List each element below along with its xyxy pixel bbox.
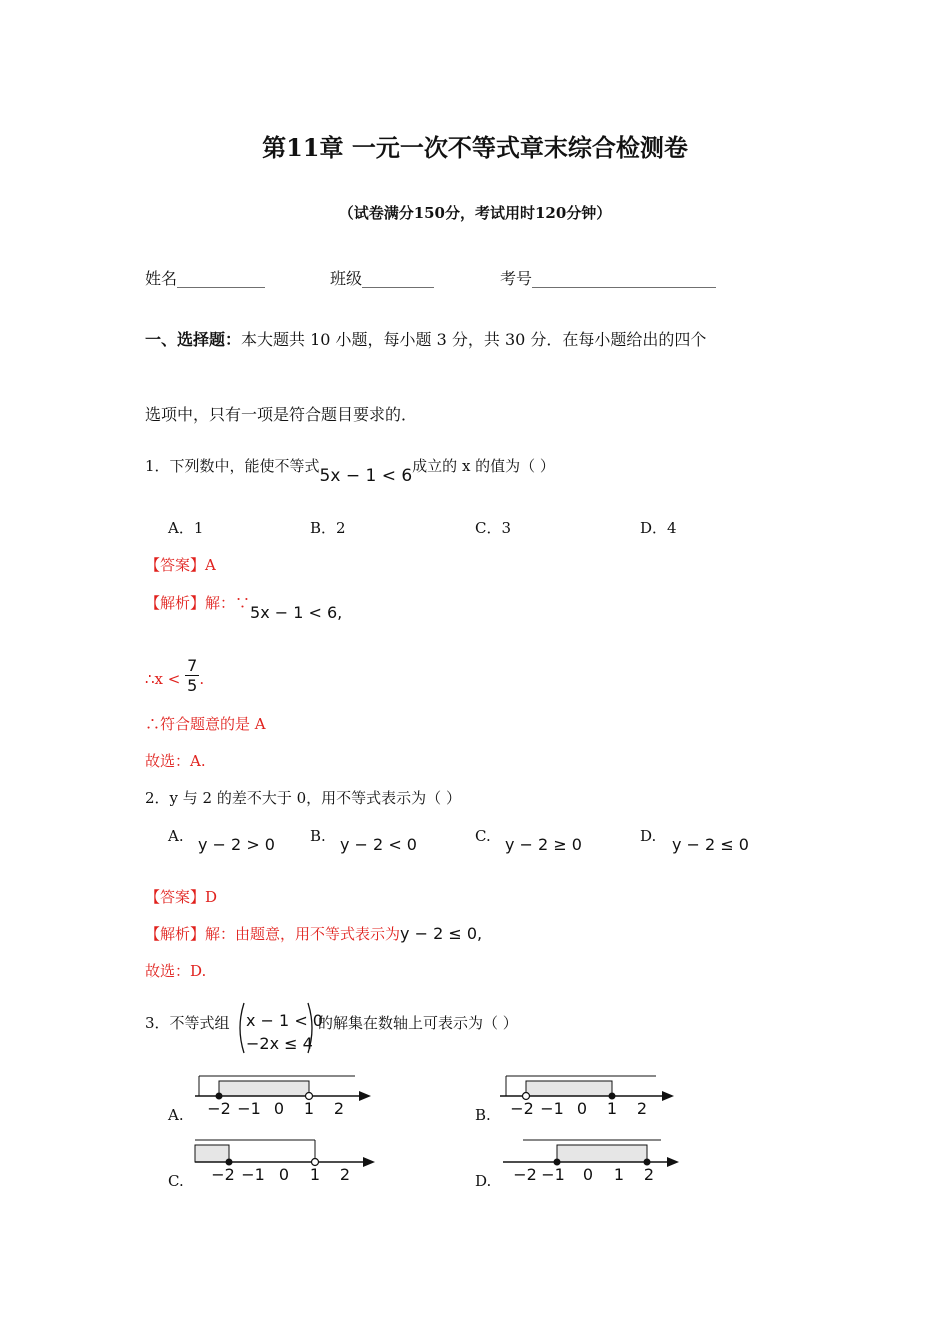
q3-option-c-numberline[interactable] (195, 1135, 380, 1185)
q3-a-solution-shade (219, 1081, 309, 1096)
q2-option-c-math: y − 2 ≥ 0 (505, 835, 582, 854)
q3-d-tick-0: 0 (582, 1165, 594, 1184)
q3-option-d-numberline[interactable] (503, 1135, 685, 1185)
q3-c-tick-1: 1 (309, 1165, 321, 1184)
q2-analysis-pre: 【解析】解：由题意，用不等式表示为 (145, 925, 401, 943)
q1-step-fraction (145, 652, 205, 695)
q3-a-tick-1: 1 (303, 1099, 315, 1118)
q3-d-tick-m2: −2 (513, 1165, 537, 1184)
section-intro-line1 (145, 327, 706, 350)
name-field[interactable]: 姓名___________ (145, 269, 266, 288)
q1-option-a[interactable]: A．1 (168, 519, 204, 537)
q3-c-tick-2: 2 (339, 1165, 351, 1184)
q3-option-d-letter[interactable]: D. (475, 1172, 492, 1190)
exam-number-field[interactable]: 考号_______________________ (500, 269, 717, 288)
q3-c-tick-0: 0 (278, 1165, 290, 1184)
q3-c-arrow (363, 1157, 375, 1167)
q1-step-therefore: ∴x < (145, 669, 181, 688)
q3-system-line1: x − 1 < 0 (246, 1011, 323, 1030)
page-title: 第11章 一元一次不等式章末综合检测卷 (262, 133, 688, 162)
q3-right-paren (306, 1001, 318, 1055)
q1-fraction-numerator: 7 (187, 656, 198, 675)
section-desc: 本大题共 10 小题，每小题 3 分，共 30 分．在每小题给出的四个 (241, 330, 707, 349)
q3-d-arrow (667, 1157, 679, 1167)
q2-choose: 故选：D. (145, 962, 207, 980)
q3-a-tick-m2: −2 (207, 1099, 231, 1118)
q3-c-tick-m2: −2 (211, 1165, 235, 1184)
section-intro-line2: 选项中，只有一项是符合题目要求的． (145, 405, 418, 424)
q1-analysis-inequality: 5x − 1 < 6, (250, 603, 343, 622)
q3-a-tick-0: 0 (273, 1099, 285, 1118)
q3-option-c-letter[interactable]: C. (168, 1172, 184, 1190)
q3-option-b-numberline[interactable] (500, 1070, 680, 1120)
q3-d-tick-2: 2 (643, 1165, 655, 1184)
q1-option-c[interactable]: C．3 (475, 519, 512, 537)
q3-c-solution-shade (195, 1145, 229, 1162)
q1-inequality: 5x − 1 < 6 (319, 466, 413, 486)
q1-fraction (185, 656, 199, 695)
q2-option-d-math: y − 2 ≤ 0 (672, 835, 749, 854)
q3-b-solution-shade (526, 1081, 612, 1096)
q3-b-tick-0: 0 (576, 1099, 588, 1118)
q1-analysis-pre: 【解析】解：∵ (145, 594, 251, 612)
q3-b-tick-m2: −2 (510, 1099, 534, 1118)
q2-option-d-letter[interactable]: D. (640, 827, 657, 845)
q3-b-arrow (662, 1091, 674, 1101)
q1-answer: 【答案】A (145, 556, 216, 574)
q1-fraction-denominator: 5 (187, 676, 198, 695)
q2-analysis-math: y − 2 ≤ 0, (400, 924, 483, 943)
q3-left-paren (234, 1001, 246, 1055)
q2-option-b-math: y − 2 < 0 (340, 835, 417, 854)
q3-system-line2: −2x ≤ 4 (246, 1034, 313, 1053)
q1-analysis (145, 592, 343, 622)
class-field[interactable]: 班级_________ (330, 269, 435, 288)
exam-subtitle: （试卷满分150分，考试用时120分钟） (338, 204, 612, 222)
q2-option-a-math: y − 2 > 0 (198, 835, 275, 854)
q3-option-a-numberline[interactable] (195, 1070, 375, 1120)
q2-stem: 2．y 与 2 的差不大于 0，用不等式表示为（ ） (145, 789, 461, 807)
q1-choose: 故选：A. (145, 752, 206, 770)
q3-d-tick-m1: −1 (541, 1165, 565, 1184)
q3-stem-pre: 3．不等式组 (145, 1014, 230, 1032)
q1-fraction-end: . (199, 669, 205, 688)
q3-b-tick-m1: −1 (540, 1099, 564, 1118)
q1-stem (145, 455, 555, 486)
q1-conclusion: ∴符合题意的是 A (145, 715, 266, 733)
q3-d-solution-shade (557, 1145, 647, 1162)
q3-b-tick-1: 1 (606, 1099, 618, 1118)
q1-option-d[interactable]: D．4 (640, 519, 677, 537)
q1-option-b[interactable]: B．2 (310, 519, 346, 537)
q3-b-tick-2: 2 (636, 1099, 648, 1118)
q1-stem-post: 成立的 x 的值为（ ） (412, 457, 555, 475)
q2-answer: 【答案】D (145, 888, 218, 906)
q3-option-b-letter[interactable]: B. (475, 1106, 491, 1124)
q3-d-tick-1: 1 (613, 1165, 625, 1184)
q2-option-c-letter[interactable]: C. (475, 827, 491, 845)
q1-stem-pre: 1．下列数中，能使不等式 (145, 457, 320, 475)
q2-option-b-letter[interactable]: B. (310, 827, 326, 845)
q3-a-arrow (359, 1091, 371, 1101)
q3-option-a-letter[interactable]: A. (168, 1106, 184, 1124)
q3-a-tick-m1: −1 (237, 1099, 261, 1118)
section-head: 一、选择题： (145, 330, 242, 349)
q3-stem-post: 的解集在数轴上可表示为（ ） (318, 1014, 518, 1032)
q2-option-a-letter[interactable]: A. (168, 827, 184, 845)
q3-a-tick-2: 2 (333, 1099, 345, 1118)
q3-c-tick-m1: −1 (241, 1165, 265, 1184)
q2-analysis (145, 923, 482, 944)
